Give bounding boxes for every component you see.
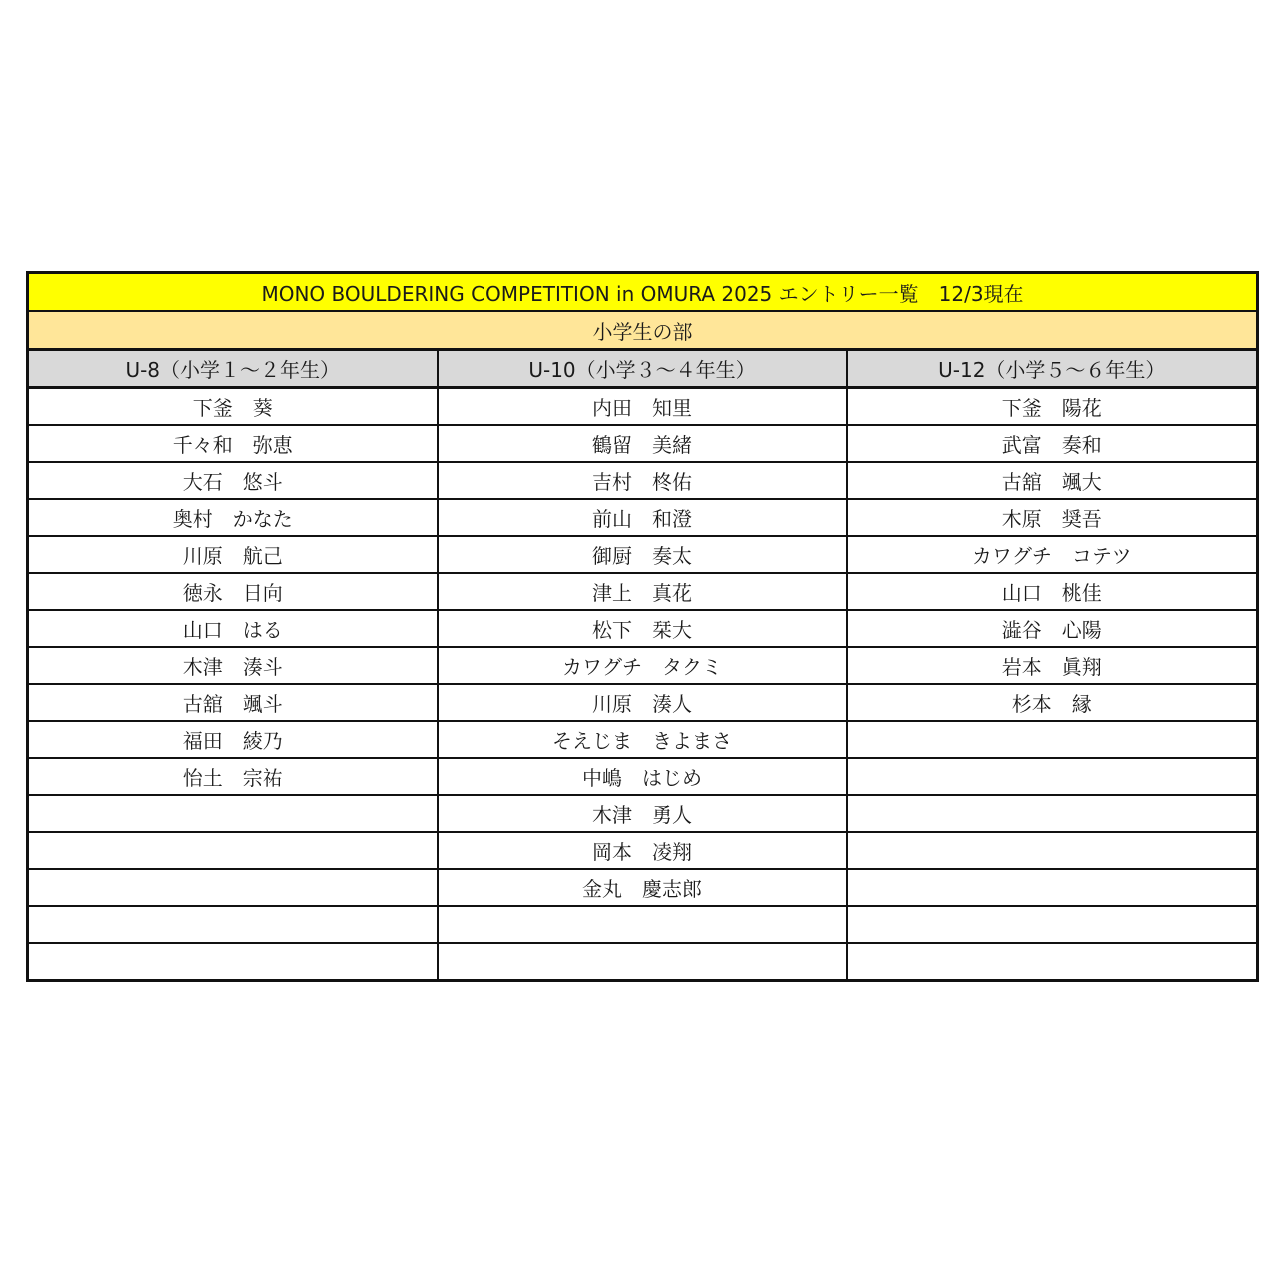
table-row — [28, 647, 1258, 684]
entry-cell-u10: 中嶋 はじめ — [438, 758, 847, 795]
entry-cell-u12 — [847, 721, 1258, 758]
entry-cell-u10: 木津 勇人 — [438, 795, 847, 832]
sheet-title: MONO BOULDERING COMPETITION in OMURA 2025 エントリー一覧 12/3現在 — [28, 273, 1258, 312]
entry-cell-u10: 金丸 慶志郎 — [438, 869, 847, 906]
table-row — [28, 610, 1258, 647]
entry-cell-u12: 岩本 眞翔 — [847, 647, 1258, 684]
entry-cell-u12 — [847, 869, 1258, 906]
entry-cell-u8: 福田 綾乃 — [28, 721, 438, 758]
entry-cell-u10 — [438, 906, 847, 943]
table-row — [28, 869, 1258, 906]
entry-list-table — [26, 271, 1259, 982]
table-row — [28, 684, 1258, 721]
entry-cell-u10: 吉村 柊佑 — [438, 462, 847, 499]
entry-cell-u12 — [847, 758, 1258, 795]
section-title: 小学生の部 — [28, 311, 1258, 350]
entry-cell-u10: カワグチ タクミ — [438, 647, 847, 684]
entry-cell-u12: 山口 桃佳 — [847, 573, 1258, 610]
table-row — [28, 832, 1258, 869]
entry-cell-u8: 川原 航己 — [28, 536, 438, 573]
entry-cell-u8 — [28, 795, 438, 832]
entry-cell-u12: 武富 奏和 — [847, 425, 1258, 462]
entry-cell-u12: 下釜 陽花 — [847, 388, 1258, 426]
entry-cell-u10: 岡本 凌翔 — [438, 832, 847, 869]
entry-cell-u12: 澁谷 心陽 — [847, 610, 1258, 647]
section-row — [28, 311, 1258, 350]
entry-cell-u8: 徳永 日向 — [28, 573, 438, 610]
table-row — [28, 721, 1258, 758]
entry-cell-u10: 津上 真花 — [438, 573, 847, 610]
table-row — [28, 425, 1258, 462]
entry-cell-u8 — [28, 869, 438, 906]
entry-cell-u8: 千々和 弥恵 — [28, 425, 438, 462]
table-row — [28, 573, 1258, 610]
entry-cell-u8: 怡土 宗祐 — [28, 758, 438, 795]
entry-cell-u8: 山口 はる — [28, 610, 438, 647]
entry-cell-u10: 松下 栞大 — [438, 610, 847, 647]
column-header-u12: U-12（小学５～６年生） — [847, 350, 1258, 388]
entry-cell-u12: カワグチ コテツ — [847, 536, 1258, 573]
column-header-row — [28, 350, 1258, 388]
table-row — [28, 758, 1258, 795]
entry-cell-u10: 鶴留 美緒 — [438, 425, 847, 462]
column-header-u10: U-10（小学３～４年生） — [438, 350, 847, 388]
column-header-u8: U-8（小学１～２年生） — [28, 350, 438, 388]
entry-cell-u10: 御厨 奏太 — [438, 536, 847, 573]
entry-cell-u12: 杉本 縁 — [847, 684, 1258, 721]
entry-cell-u12: 木原 奨吾 — [847, 499, 1258, 536]
table-row — [28, 795, 1258, 832]
entry-cell-u12 — [847, 832, 1258, 869]
entry-cell-u8 — [28, 906, 438, 943]
entry-cell-u8: 木津 湊斗 — [28, 647, 438, 684]
table-row — [28, 499, 1258, 536]
table-row — [28, 462, 1258, 499]
entry-cell-u12 — [847, 943, 1258, 981]
entry-cell-u8: 下釜 葵 — [28, 388, 438, 426]
table-row — [28, 536, 1258, 573]
entry-cell-u10: 川原 湊人 — [438, 684, 847, 721]
entry-cell-u8: 大石 悠斗 — [28, 462, 438, 499]
entry-cell-u10: そえじま きよまさ — [438, 721, 847, 758]
entry-cell-u12 — [847, 795, 1258, 832]
entry-cell-u12 — [847, 906, 1258, 943]
title-row — [28, 273, 1258, 312]
entry-cell-u8 — [28, 943, 438, 981]
entry-cell-u8 — [28, 832, 438, 869]
entry-cell-u10: 前山 和澄 — [438, 499, 847, 536]
table-row — [28, 943, 1258, 981]
table-row — [28, 906, 1258, 943]
entry-cell-u8: 奥村 かなた — [28, 499, 438, 536]
entry-cell-u10 — [438, 943, 847, 981]
entry-cell-u12: 古舘 颯大 — [847, 462, 1258, 499]
entry-cell-u8: 古舘 颯斗 — [28, 684, 438, 721]
table-row — [28, 388, 1258, 426]
entry-cell-u10: 内田 知里 — [438, 388, 847, 426]
